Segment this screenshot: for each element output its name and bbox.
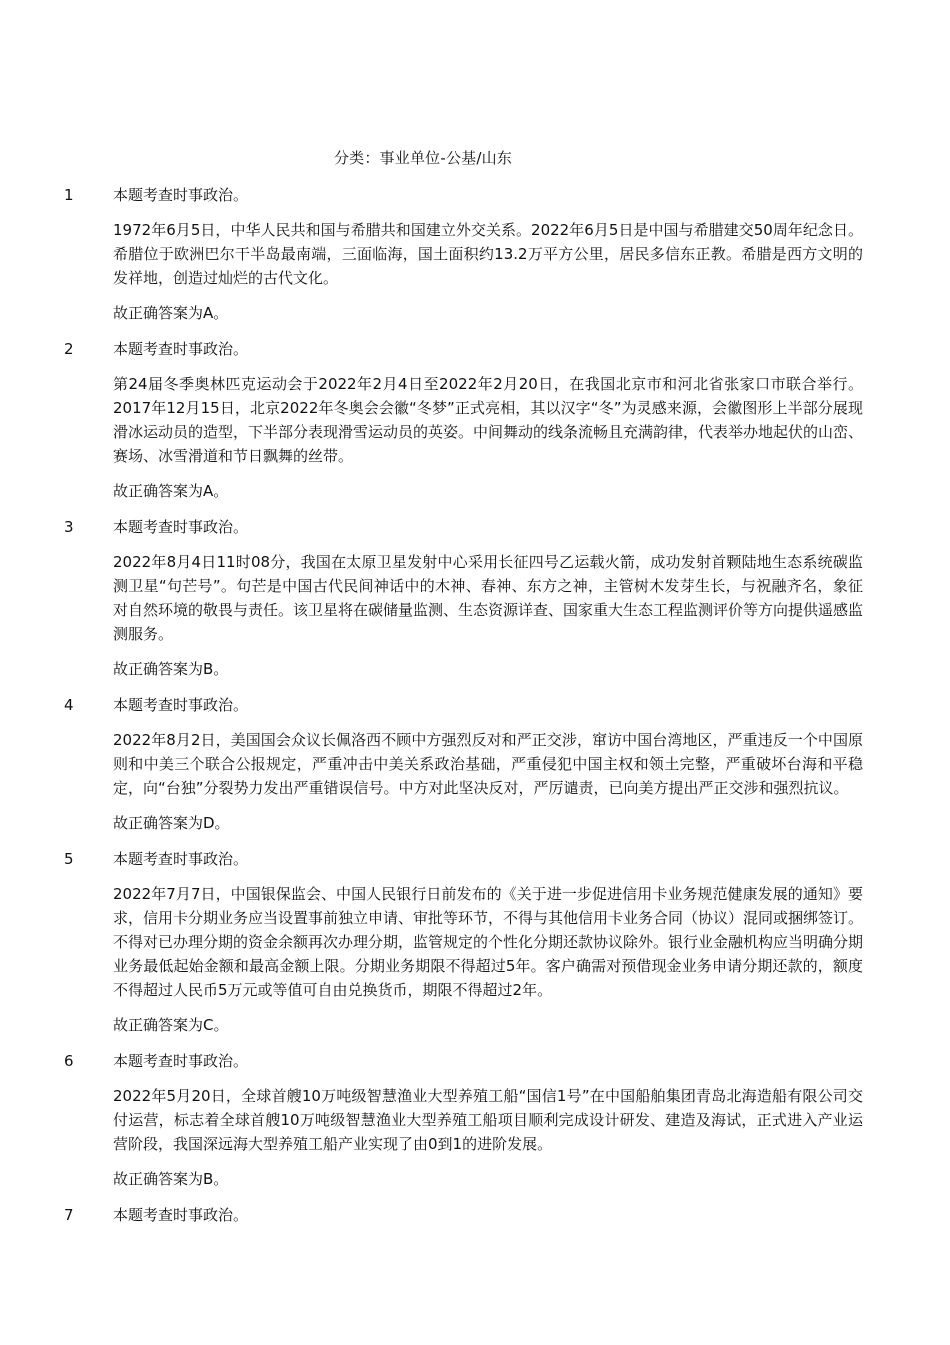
item-number: 7 bbox=[64, 1206, 74, 1224]
item-explanation: 2022年7月7日，中国银保监会、中国人民银行日前发布的《关于进一步促进信用卡业务规范健康发展的通知》要求，信用卡分期业务应当设置事前独立申请、审批等环节，不得与其他信用卡业务合同（协议）混同或捆绑签订。不得对已办理分期的资金余额再次办理分期，监管规定的个性化分期还款协议除外。银行业金融机构应当明确分期业务最低起始金额和最高金额上限。分期业务期限不得超过5年。客户确需对预借现金业务申请分期还款的，额度不得超过人民币5万元或等值可自由兑换货币，期限不得超过2年。 bbox=[113, 885, 864, 999]
item-number: 6 bbox=[64, 1052, 74, 1070]
item-explanation: 2022年8月4日11时08分，我国在太原卫星发射中心采用长征四号乙运载火箭，成功发射首颗陆地生态系统碳监测卫星“句芒号”。句芒是中国古代民间神话中的木神、春神、东方之神，主管树木发芽生长，与祝融齐名，象征对自然环境的敬畏与责任。该卫星将在碳储量监测、生态资源详查、国家重大生态工程监测评价等方向提供遥感监测服务。 bbox=[113, 553, 864, 643]
answer-list bbox=[0, 184, 950, 1238]
answer-item bbox=[0, 1204, 950, 1226]
item-explanation: 1972年6月5日，中华人民共和国与希腊共和国建立外交关系。2022年6月5日是中国与希腊建交50周年纪念日。希腊位于欧洲巴尔干半岛最南端，三面临海，国土面积约13.2万平方公里，居民多信东正教。希腊是西方文明的发祥地，创造过灿烂的古代文化。 bbox=[113, 221, 863, 287]
answer-item bbox=[0, 848, 950, 1036]
answer-item bbox=[0, 184, 950, 324]
item-title: 本题考查时事政治。 bbox=[113, 1052, 249, 1070]
item-explanation: 2022年8月2日，美国国会众议长佩洛西不顾中方强烈反对和严正交涉，窜访中国台湾地区，严重违反一个中国原则和中美三个联合公报规定，严重冲击中美关系政治基础，严重侵犯中国主权和领土完整，严重破坏台海和平稳定，向“台独”分裂势力发出严重错误信号。中方对此坚决反对，严厉谴责，已向美方提出严正交涉和强烈抗议。 bbox=[113, 731, 863, 797]
item-header bbox=[0, 1204, 950, 1226]
answer-item bbox=[0, 1050, 950, 1190]
item-title: 本题考查时事政治。 bbox=[113, 850, 249, 868]
item-number: 1 bbox=[64, 186, 74, 204]
item-title: 本题考查时事政治。 bbox=[113, 186, 249, 204]
item-title: 本题考查时事政治。 bbox=[113, 340, 249, 358]
answer-item bbox=[0, 694, 950, 834]
item-header bbox=[0, 338, 950, 360]
item-header bbox=[0, 694, 950, 716]
item-number: 5 bbox=[64, 850, 74, 868]
item-answer: 故正确答案为A。 bbox=[113, 482, 229, 500]
item-answer: 故正确答案为D。 bbox=[113, 814, 230, 832]
answer-item bbox=[0, 338, 950, 502]
category-heading: 分类：事业单位-公基/山东 bbox=[333, 149, 513, 167]
item-explanation: 2022年5月20日，全球首艘10万吨级智慧渔业大型养殖工船“国信1号”在中国船舶集团青岛北海造船有限公司交付运营，标志着全球首艘10万吨级智慧渔业大型养殖工船项目顺利完成设计研发、建造及海试，正式进入产业运营阶段，我国深远海大型养殖工船产业实现了由0到1的进阶发展。 bbox=[113, 1087, 863, 1153]
item-number: 4 bbox=[64, 696, 74, 714]
item-title: 本题考查时事政治。 bbox=[113, 696, 249, 714]
item-explanation: 第24届冬季奥林匹克运动会于2022年2月4日至2022年2月20日，在我国北京市和河北省张家口市联合举行。2017年12月15日，北京2022年冬奥会会徽“冬梦”正式亮相，其以汉字“冬”为灵感来源，会徽图形上半部分展现滑冰运动员的造型，下半部分表现滑雪运动员的英姿。中间舞动的线条流畅且充满韵律，代表举办地起伏的山峦、赛场、冰雪滑道和节日飘舞的丝带。 bbox=[113, 375, 864, 465]
item-header bbox=[0, 184, 950, 206]
item-number: 2 bbox=[64, 340, 74, 358]
item-answer: 故正确答案为B。 bbox=[113, 660, 229, 678]
item-answer: 故正确答案为B。 bbox=[113, 1170, 229, 1188]
item-header bbox=[0, 516, 950, 538]
item-number: 3 bbox=[64, 518, 74, 536]
item-header bbox=[0, 848, 950, 870]
item-answer: 故正确答案为A。 bbox=[113, 304, 229, 322]
item-title: 本题考查时事政治。 bbox=[113, 518, 249, 536]
item-answer: 故正确答案为C。 bbox=[113, 1016, 229, 1034]
item-title: 本题考查时事政治。 bbox=[113, 1206, 249, 1224]
answer-item bbox=[0, 516, 950, 680]
item-header bbox=[0, 1050, 950, 1072]
